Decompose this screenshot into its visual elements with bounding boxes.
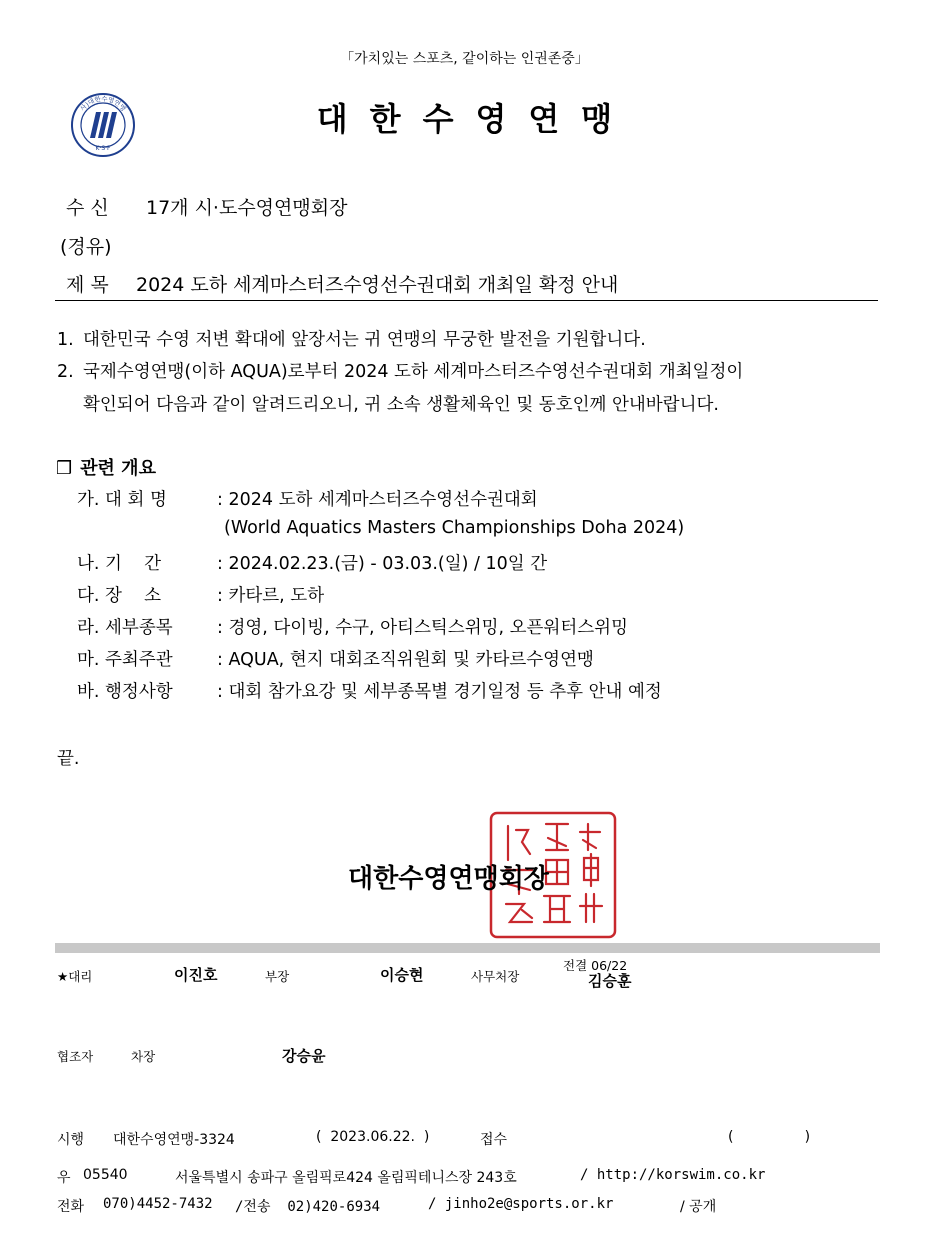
item-event-name-en: (World Aquatics Masters Championships Doha 2024) (224, 518, 685, 538)
item-organizers (77, 646, 594, 671)
item-colon: : (217, 682, 229, 702)
paragraph-number: 2. (57, 362, 74, 382)
subject-value: 2024 도하 세계마스터즈수영선수권대회 개최일 확정 안내 (136, 274, 619, 296)
recipient-value: 17개 시·도수영연맹회장 (146, 197, 348, 219)
approver-role: 사무처장 (471, 969, 520, 984)
receive-box: ( ) (728, 1129, 811, 1145)
phone-number: 070)4452-7432 (103, 1196, 213, 1212)
cooperator-role: 차장 (131, 1049, 156, 1064)
item-colon: : (217, 650, 229, 670)
subject-label: 제 목 (66, 274, 109, 296)
via-label: (경유) (60, 236, 112, 258)
item-label: 라. 세부종목 (77, 618, 173, 638)
item-value: AQUA, 현지 대회조직위원회 및 카타르수영연맹 (228, 650, 594, 670)
paragraph-text: 대한민국 수영 저변 확대에 앞장서는 귀 연맹의 무궁한 발전을 기원합니다. (83, 330, 646, 350)
cooperator-name: 강승윤 (282, 1047, 326, 1065)
item-colon: : (217, 618, 229, 638)
postal-label: 우 (57, 1170, 71, 1186)
item-label: 가. 대 회 명 (77, 490, 167, 510)
paragraph-text: 국제수영연맹(이하 AQUA)로부터 2024 도하 세계마스터즈수영선수권대회 개최일정이 (83, 362, 744, 382)
checkbox-bullet-icon: ❒ (56, 458, 73, 479)
item-value: 2024.02.23.(금) - 03.03.(일) / 10일 간 (228, 554, 548, 574)
enforce-label: 시행 (57, 1132, 85, 1148)
item-label: 나. 기 간 (77, 554, 162, 574)
item-colon: : (217, 490, 229, 510)
section-title: 관련 개요 (80, 458, 156, 479)
item-colon: : (217, 586, 229, 606)
item-admin (77, 678, 662, 703)
item-venue (77, 582, 324, 607)
address: 서울특별시 송파구 올림픽로424 올림픽테니스장 243호 (175, 1170, 517, 1186)
approval-note: 전결 06/22 (563, 958, 628, 973)
approver-name: 이진호 (174, 966, 218, 984)
item-period (77, 550, 547, 575)
header-rule (55, 300, 878, 301)
cooperator-label: 협조자 (57, 1049, 94, 1064)
item-event-name (77, 486, 538, 511)
approver-role: ★대리 (57, 969, 93, 984)
paragraph-2 (57, 358, 743, 383)
item-label: 바. 행정사항 (77, 682, 173, 702)
postal-code: 05540 (83, 1167, 128, 1183)
end-mark: 끝. (57, 749, 80, 769)
org-title: 대한수영연맹 (316, 100, 635, 138)
item-disciplines (77, 614, 628, 639)
recipient-label: 수 신 (66, 197, 109, 219)
homepage-link[interactable]: / http://korswim.co.kr (580, 1167, 766, 1183)
item-value: 카타르, 도하 (228, 586, 325, 606)
approval-divider (55, 943, 880, 953)
item-value: 2024 도하 세계마스터즈수영선수권대회 (228, 490, 538, 510)
item-value: 대회 참가요강 및 세부종목별 경기일정 등 추후 안내 예정 (228, 682, 662, 702)
approver-name: 김승훈 (588, 972, 632, 990)
approver-role: 부장 (265, 969, 290, 984)
slogan: 「가치있는 스포츠, 같이하는 인권존중」 (340, 51, 589, 67)
president-signature: 대한수영연맹회장 (348, 864, 549, 894)
disclosure-status: / 공개 (680, 1199, 717, 1215)
paragraph-number: 1. (57, 330, 74, 350)
email-link[interactable]: / jinho2e@sports.or.kr (428, 1196, 614, 1212)
phone-label: 전화 (57, 1199, 85, 1215)
approver-name: 이승현 (380, 966, 424, 984)
fax-number: /전송 02)420-6934 (235, 1199, 381, 1215)
enforce-date: ( 2023.06.22. ) (316, 1129, 430, 1145)
enforce-number: 대한수영연맹-3324 (113, 1132, 235, 1148)
svg-text:사)대한수영연맹: 사)대한수영연맹 (78, 94, 128, 113)
receive-label: 접수 (480, 1132, 508, 1148)
paragraph-2-continued: 확인되어 다음과 같이 알려드리오니, 귀 소속 생활체육인 및 동호인께 안내바랍니다. (83, 395, 719, 415)
recipient-row (66, 193, 347, 220)
item-label: 다. 장 소 (77, 586, 162, 606)
item-colon: : (217, 554, 229, 574)
svg-text:K·S·F: K·S·F (95, 145, 111, 152)
item-label: 마. 주최주관 (77, 650, 173, 670)
section-heading (56, 454, 156, 480)
paragraph-1 (57, 326, 646, 351)
item-value: 경영, 다이빙, 수구, 아티스틱스위밍, 오픈워터스위밍 (228, 618, 628, 638)
subject-row (66, 270, 618, 297)
